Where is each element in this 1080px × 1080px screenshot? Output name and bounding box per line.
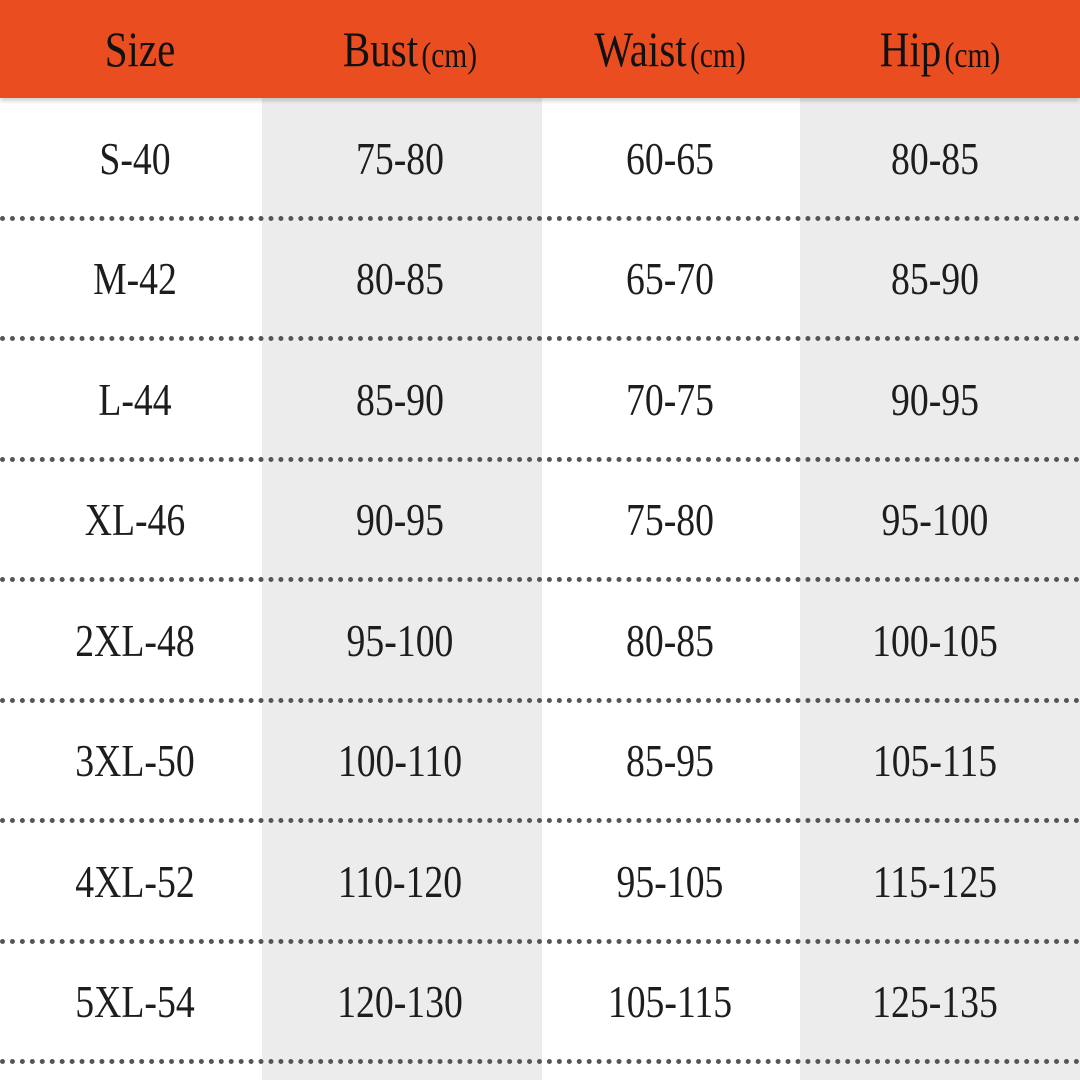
header-size-label: Size bbox=[104, 21, 176, 77]
cell-size: 3XL-50 bbox=[75, 735, 195, 787]
cell-hip: 80-85 bbox=[890, 132, 979, 184]
cell-waist: 75-80 bbox=[625, 494, 714, 546]
cell-hip: 115-125 bbox=[872, 855, 998, 907]
cell-waist: 65-70 bbox=[625, 253, 714, 305]
cell-size: S-40 bbox=[99, 132, 171, 184]
cell-size: XL-46 bbox=[84, 494, 186, 546]
table-row bbox=[0, 460, 1080, 581]
cell-hip: 100-105 bbox=[872, 614, 998, 666]
table-row bbox=[0, 580, 1080, 701]
header-bust bbox=[320, 0, 500, 98]
header-hip-label: Hip bbox=[879, 21, 942, 77]
cell-waist: 105-115 bbox=[607, 976, 733, 1028]
cell-hip: 125-135 bbox=[872, 976, 998, 1028]
header-bust-unit: (cm) bbox=[421, 35, 478, 75]
cell-waist: 60-65 bbox=[625, 132, 714, 184]
cell-hip: 105-115 bbox=[872, 735, 998, 787]
cell-size: L-44 bbox=[98, 373, 172, 425]
cell-hip: 85-90 bbox=[890, 253, 979, 305]
cell-bust: 110-120 bbox=[337, 855, 463, 907]
table-row bbox=[0, 219, 1080, 340]
header-hip bbox=[850, 0, 1030, 98]
cell-waist: 80-85 bbox=[625, 614, 714, 666]
cell-waist: 70-75 bbox=[625, 373, 714, 425]
cell-bust: 80-85 bbox=[355, 253, 444, 305]
cell-size: M-42 bbox=[93, 253, 177, 305]
cell-size: 4XL-52 bbox=[75, 855, 195, 907]
cell-bust: 75-80 bbox=[355, 132, 444, 184]
cell-bust: 95-100 bbox=[346, 614, 454, 666]
cell-waist: 85-95 bbox=[625, 735, 714, 787]
header-bust-label: Bust bbox=[342, 21, 419, 77]
cell-waist: 95-105 bbox=[616, 855, 724, 907]
table-row bbox=[0, 701, 1080, 822]
cell-size: 2XL-48 bbox=[75, 614, 195, 666]
cell-size: 5XL-54 bbox=[75, 976, 195, 1028]
header-waist bbox=[580, 0, 760, 98]
cell-hip: 90-95 bbox=[890, 373, 979, 425]
cell-bust: 85-90 bbox=[355, 373, 444, 425]
table-row bbox=[0, 98, 1080, 219]
cell-bust: 100-110 bbox=[337, 735, 463, 787]
table-row bbox=[0, 339, 1080, 460]
header-size bbox=[58, 0, 222, 98]
cell-hip: 95-100 bbox=[881, 494, 989, 546]
table-header bbox=[0, 0, 1080, 98]
cell-bust: 90-95 bbox=[355, 494, 444, 546]
header-waist-label: Waist bbox=[594, 21, 687, 77]
table-row bbox=[0, 942, 1080, 1063]
cell-bust: 120-130 bbox=[337, 976, 463, 1028]
table-row bbox=[0, 821, 1080, 942]
header-hip-unit: (cm) bbox=[944, 35, 1001, 75]
row-divider bbox=[0, 1059, 1080, 1064]
header-waist-unit: (cm) bbox=[689, 35, 746, 75]
